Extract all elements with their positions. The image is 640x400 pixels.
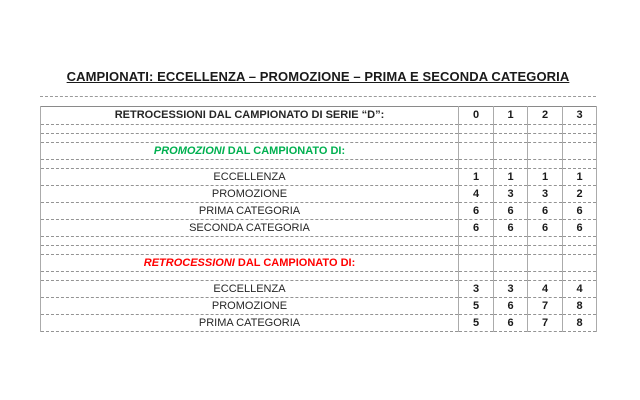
- empty-cell: [563, 237, 597, 246]
- value-cell: 1: [494, 107, 528, 125]
- empty-cell: [41, 160, 459, 169]
- empty-cell: [528, 272, 563, 281]
- empty-cell: [494, 143, 528, 160]
- row-label: ECCELLENZA: [41, 281, 459, 298]
- value-cell: 3: [459, 281, 494, 298]
- value-cell: 6: [563, 220, 597, 237]
- spacer-row: [41, 272, 597, 281]
- row-label: PRIMA CATEGORIA: [41, 315, 459, 332]
- empty-cell: [459, 237, 494, 246]
- table-row-serie-d-header: [41, 107, 597, 125]
- value-cell: 1: [563, 169, 597, 186]
- value-cell: 5: [459, 298, 494, 315]
- empty-cell: [528, 255, 563, 272]
- value-cell: 6: [494, 298, 528, 315]
- section-title-emphasis: PROMOZIONI: [153, 144, 225, 157]
- value-cell: 4: [528, 281, 563, 298]
- value-cell: 6: [528, 220, 563, 237]
- value-cell: 3: [494, 186, 528, 203]
- value-cell: 6: [459, 203, 494, 220]
- empty-cell: [41, 125, 459, 134]
- section-title-rest: DAL CAMPIONATO DI:: [234, 256, 356, 269]
- empty-cell: [563, 272, 597, 281]
- empty-cell: [563, 134, 597, 143]
- empty-cell: [528, 143, 563, 160]
- section-header-promozioni: [41, 143, 597, 160]
- empty-cell: [41, 237, 459, 246]
- empty-cell: [494, 246, 528, 255]
- value-cell: 4: [563, 281, 597, 298]
- value-cell: 3: [494, 281, 528, 298]
- empty-cell: [528, 237, 563, 246]
- empty-cell: [459, 143, 494, 160]
- empty-cell: [494, 160, 528, 169]
- page-title: CAMPIONATI: ECCELLENZA – PROMOZIONE – PRIMA E SECONDA CATEGORIA: [66, 69, 570, 84]
- empty-cell: [563, 160, 597, 169]
- value-cell: 6: [528, 203, 563, 220]
- value-cell: 4: [459, 186, 494, 203]
- empty-cell: [459, 160, 494, 169]
- spacer-row: [41, 160, 597, 169]
- value-cell: 6: [494, 203, 528, 220]
- empty-cell: [494, 255, 528, 272]
- empty-cell: [459, 125, 494, 134]
- empty-cell: [459, 255, 494, 272]
- empty-cell: [528, 160, 563, 169]
- spacer-row: [41, 125, 597, 134]
- empty-cell: [41, 272, 459, 281]
- empty-cell: [528, 125, 563, 134]
- value-cell: 8: [563, 315, 597, 332]
- empty-cell: [459, 272, 494, 281]
- value-cell: 6: [563, 203, 597, 220]
- value-cell: 8: [563, 298, 597, 315]
- championship-table: [40, 106, 597, 332]
- value-cell: 2: [563, 186, 597, 203]
- empty-cell: [459, 134, 494, 143]
- value-cell: 6: [494, 220, 528, 237]
- empty-cell: [563, 125, 597, 134]
- row-label: SECONDA CATEGORIA: [41, 220, 459, 237]
- value-cell: 3: [528, 186, 563, 203]
- table-row-promozioni-promozione: [41, 186, 597, 203]
- section-header-retrocessioni: [41, 255, 597, 272]
- section-title-emphasis: RETROCESSIONI: [143, 256, 235, 269]
- value-cell: 6: [494, 315, 528, 332]
- row-label: PROMOZIONE: [41, 186, 459, 203]
- value-cell: 1: [494, 169, 528, 186]
- section-title-promozioni: [41, 143, 459, 160]
- empty-cell: [41, 246, 459, 255]
- value-cell: 1: [459, 169, 494, 186]
- value-cell: 3: [563, 107, 597, 125]
- table-row-promozioni-eccellenza: [41, 169, 597, 186]
- section-title-retrocessioni: [41, 255, 459, 272]
- empty-cell: [528, 134, 563, 143]
- table-row-retrocessioni-prima-categoria: [41, 315, 597, 332]
- value-cell: 2: [528, 107, 563, 125]
- table-row-retrocessioni-eccellenza: [41, 281, 597, 298]
- empty-cell: [494, 134, 528, 143]
- section-title-rest: DAL CAMPIONATO DI:: [224, 144, 346, 157]
- value-cell: 5: [459, 315, 494, 332]
- table-row-promozioni-prima-categoria: [41, 203, 597, 220]
- dashed-divider-rule: [40, 96, 596, 97]
- empty-cell: [41, 134, 459, 143]
- table-row-retrocessioni-promozione: [41, 298, 597, 315]
- empty-cell: [494, 272, 528, 281]
- value-cell: 7: [528, 298, 563, 315]
- empty-cell: [563, 246, 597, 255]
- spacer-row: [41, 134, 597, 143]
- empty-cell: [563, 255, 597, 272]
- spacer-row: [41, 237, 597, 246]
- empty-cell: [494, 125, 528, 134]
- row-label-serie-d: RETROCESSIONI DAL CAMPIONATO DI SERIE “D”:: [41, 107, 459, 125]
- empty-cell: [528, 246, 563, 255]
- value-cell: 1: [528, 169, 563, 186]
- table-row-promozioni-seconda-categoria: [41, 220, 597, 237]
- empty-cell: [563, 143, 597, 160]
- row-label: PRIMA CATEGORIA: [41, 203, 459, 220]
- row-label: PROMOZIONE: [41, 298, 459, 315]
- row-label: ECCELLENZA: [41, 169, 459, 186]
- spacer-row: [41, 246, 597, 255]
- value-cell: 6: [459, 220, 494, 237]
- value-cell: 0: [459, 107, 494, 125]
- value-cell: 7: [528, 315, 563, 332]
- empty-cell: [494, 237, 528, 246]
- empty-cell: [459, 246, 494, 255]
